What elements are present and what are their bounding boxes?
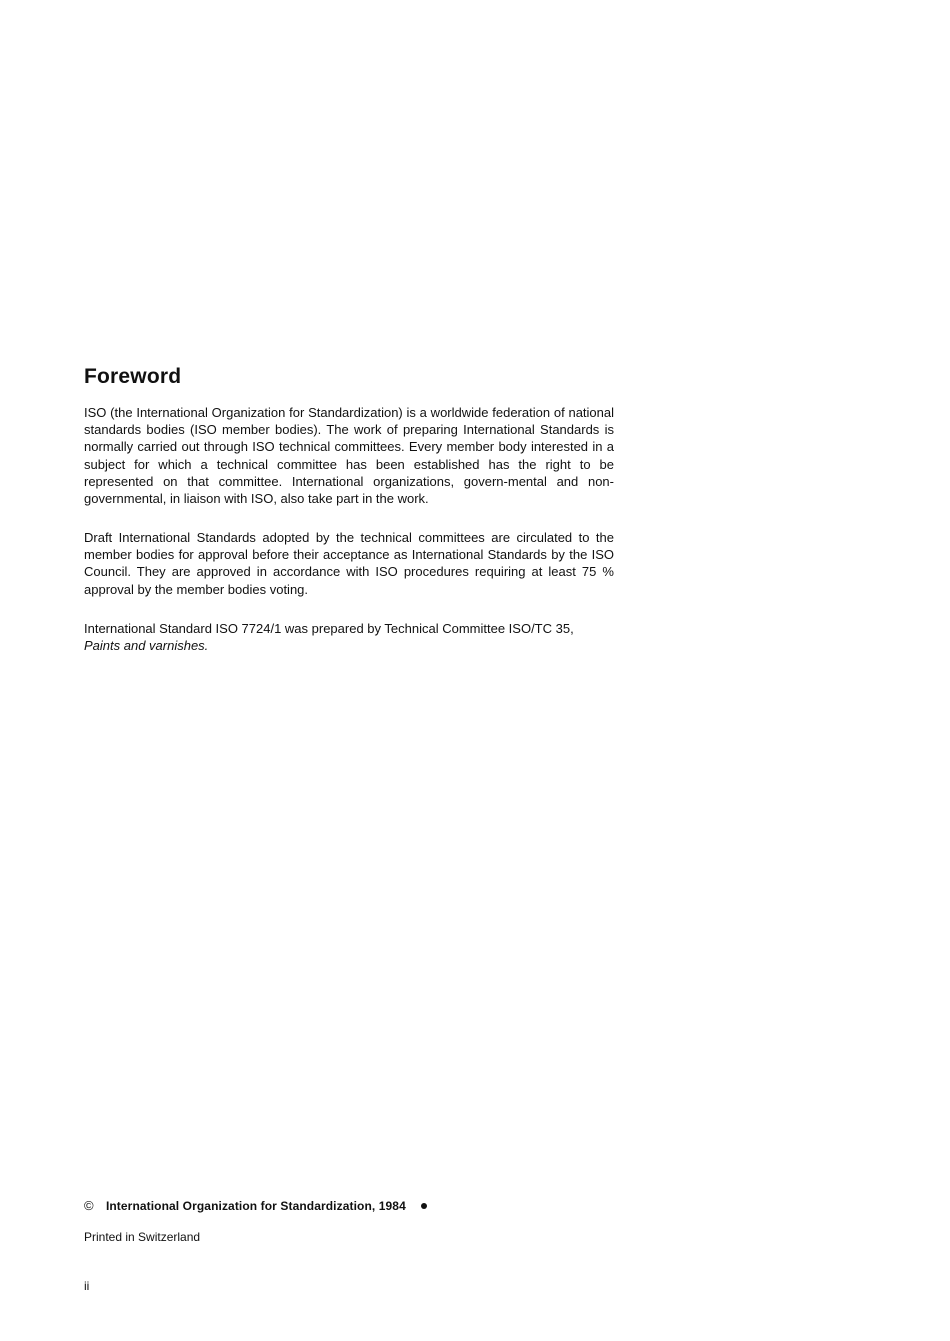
copyright-line	[84, 1198, 427, 1214]
foreword-paragraph-2: Draft International Standards adopted by the technical committees are circulated to the member bodies for approval before their acceptance as International Standards by the ISO Council. They are approved in accordance with ISO procedures requiring at least 75 % approval by the member bodies voting.	[84, 530, 614, 597]
foreword-paragraph-1: ISO (the International Organization for Standardization) is a worldwide federation of national standards bodies (ISO member bodies). The work of preparing International Standards is normally carried out through ISO technical committees. Every member body interested in a subject for which a technical committee has been established has the right to be represented on that committee. International organizations, govern-mental and non-governmental, in liaison with ISO, also take part in the work.	[84, 405, 614, 507]
page-number: ii	[84, 1279, 90, 1293]
bullet-dot-icon	[421, 1203, 427, 1209]
foreword-paragraph-3-text: International Standard ISO 7724/1 was prepared by Technical Committee ISO/TC 35,	[84, 621, 574, 636]
foreword-title: Foreword	[84, 365, 182, 388]
copyright-icon: ©	[84, 1198, 94, 1213]
printed-in: Printed in Switzerland	[84, 1230, 201, 1244]
committee-title: Paints and varnishes.	[84, 638, 209, 654]
copyright-text: International Organization for Standardization, 1984	[105, 1199, 406, 1213]
foreword-paragraph-3	[84, 620, 614, 654]
